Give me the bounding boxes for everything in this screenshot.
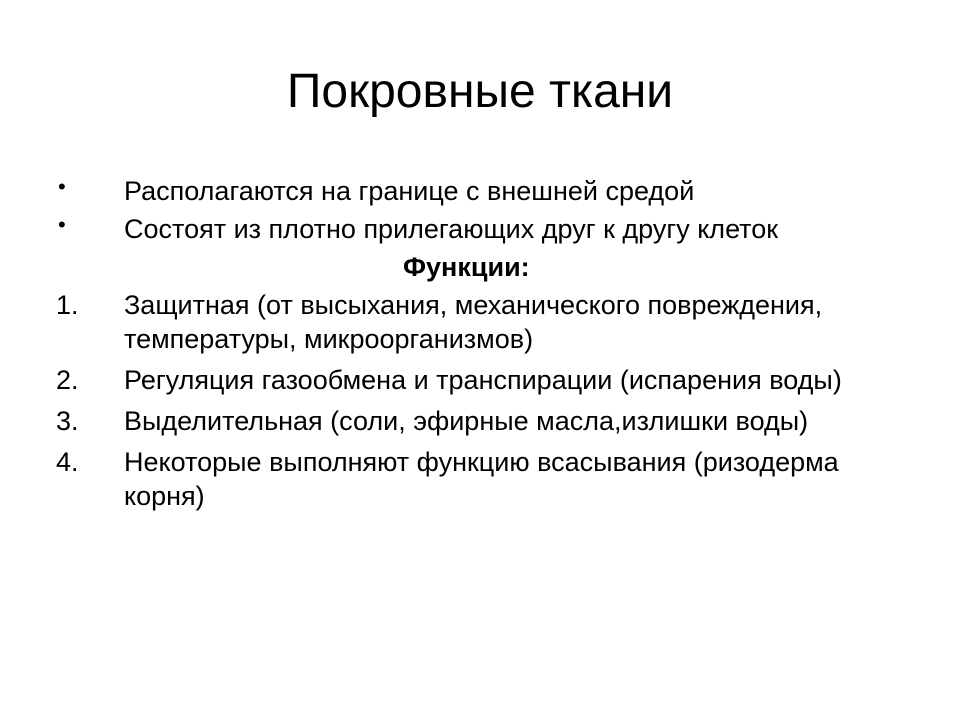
number-marker: 3. [56,406,79,436]
numbered-text: Некоторые выполняют функцию всасывания (ризодерма корня) [124,447,839,511]
bullet-item [56,174,916,208]
functions-heading: Функции: [403,252,530,282]
bullet-text: Располагаются на границе с внешней средой [124,176,695,206]
number-marker: 2. [56,365,79,395]
bullet-text: Состоят из плотно прилегающих друг к другу клеток [124,214,779,244]
numbered-item [56,404,916,438]
numbered-item [56,445,916,513]
bullet-item [56,212,916,246]
slide-title: Покровные ткани [286,65,674,118]
slide-content [56,174,916,520]
numbered-text: Защитная (от высыхания, механического повреждения, температуры, микроорганизмов) [124,290,823,354]
numbered-item [56,288,916,356]
bullet-marker: • [58,212,66,237]
numbered-text: Выделительная (соли, эфирные масла,излишки воды) [124,406,809,436]
number-marker: 1. [56,290,79,320]
numbered-item [56,363,916,397]
numbered-text: Регуляция газообмена и транспирации (испарения воды) [124,365,842,395]
bullet-marker: • [58,174,66,199]
number-marker: 4. [56,447,79,477]
